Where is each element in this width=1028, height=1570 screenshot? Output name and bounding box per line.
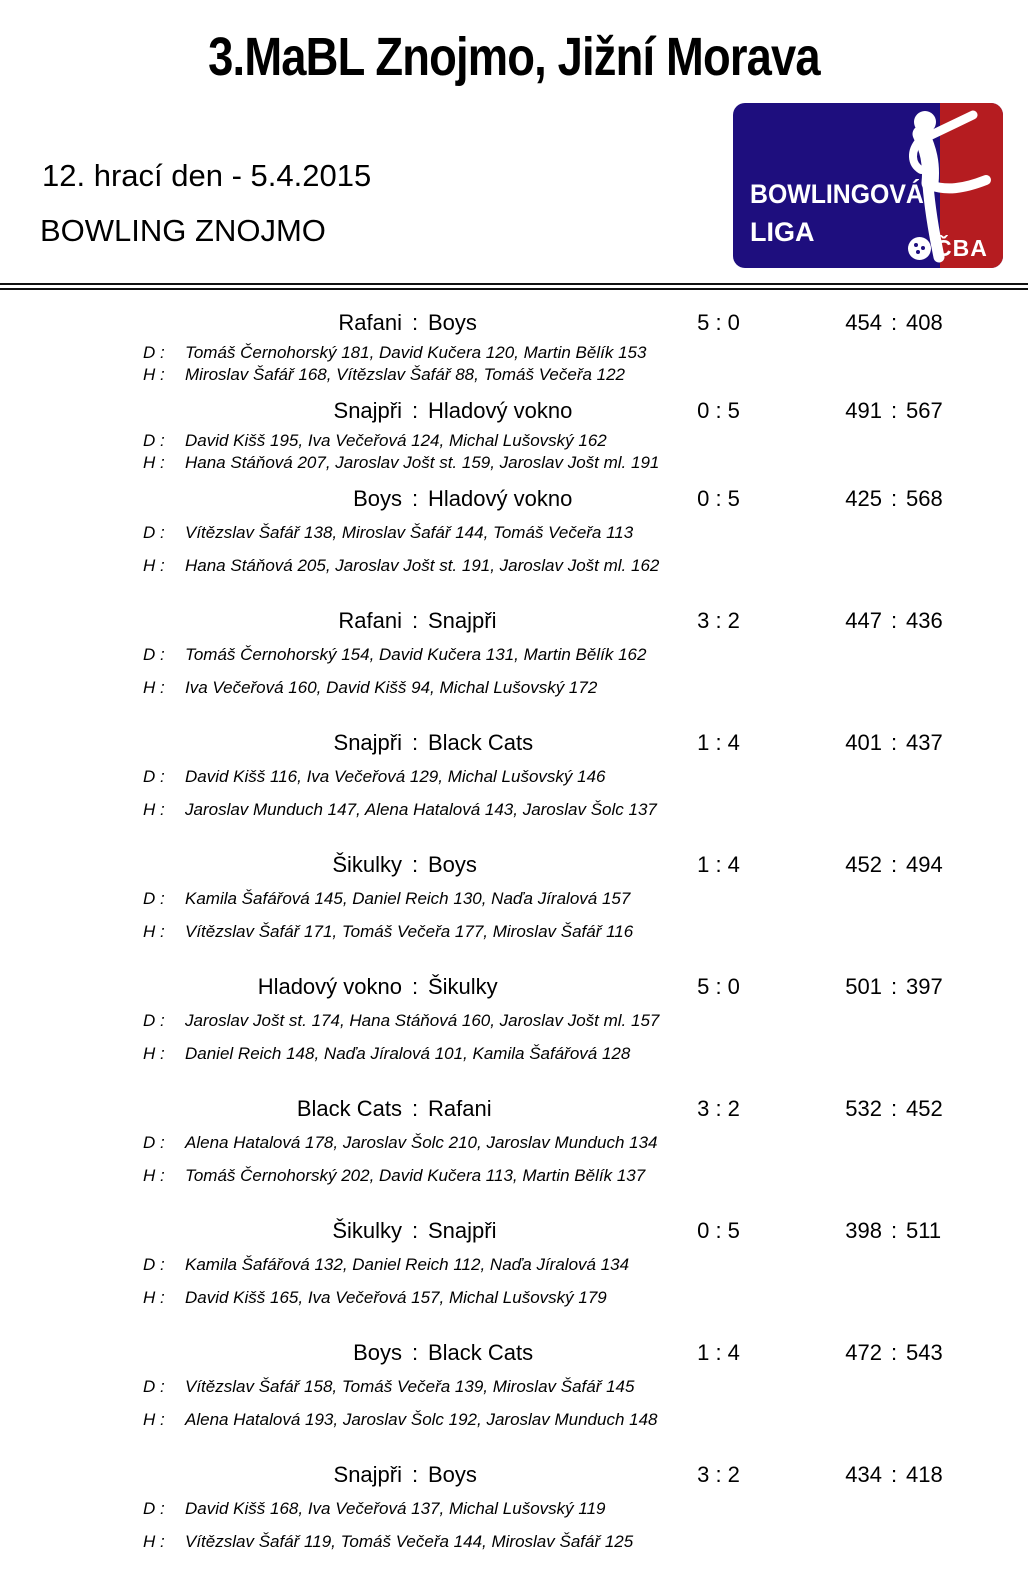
home-pins-total: 454 xyxy=(845,310,882,335)
teams-colon: : xyxy=(411,608,419,633)
pins-colon: : xyxy=(890,486,898,511)
away-team-name: Boys xyxy=(428,310,477,335)
away-team-name: Boys xyxy=(428,1462,477,1487)
home-players-line: Jaroslav Jošt st. 174, Hana Stáňová 160, Jaroslav Jošt ml. 157 xyxy=(185,1011,660,1030)
home-players-row xyxy=(0,1255,1028,1274)
home-pins-total: 401 xyxy=(845,730,882,755)
away-players-row xyxy=(0,800,1028,819)
home-team-name: Hladový vokno xyxy=(257,974,402,999)
home-players-line: David Kišš 168, Iva Večeřová 137, Michal Lušovský 119 xyxy=(185,1499,606,1518)
away-players-line: Hana Stáňová 205, Jaroslav Jošt st. 191, Jaroslav Jošt ml. 162 xyxy=(185,556,660,575)
away-row-label: H : xyxy=(143,1532,165,1551)
match-header-row xyxy=(0,398,1028,424)
home-players-row xyxy=(0,431,1028,450)
home-pins-total: 398 xyxy=(845,1218,882,1243)
teams-colon: : xyxy=(411,730,419,755)
away-players-line: David Kišš 165, Iva Večeřová 157, Michal Lušovský 179 xyxy=(185,1288,607,1307)
match-points-score: 1 : 4 xyxy=(697,730,740,755)
match-header-row xyxy=(0,1340,1028,1366)
home-players-line: David Kišš 116, Iva Večeřová 129, Michal Lušovský 146 xyxy=(185,767,606,786)
away-players-row xyxy=(0,1410,1028,1429)
home-players-row xyxy=(0,1499,1028,1518)
away-team-name: Black Cats xyxy=(428,1340,534,1365)
home-players-row xyxy=(0,1377,1028,1396)
home-team-name: Black Cats xyxy=(296,1096,402,1121)
match-header-row xyxy=(0,1096,1028,1122)
home-row-label: D : xyxy=(143,645,165,664)
away-pins-total: 567 xyxy=(906,398,943,423)
match-result xyxy=(0,608,1028,697)
away-pins-total: 418 xyxy=(906,1462,943,1487)
match-results-list xyxy=(0,292,1028,1551)
pins-colon: : xyxy=(890,608,898,633)
home-team-name: Šikulky xyxy=(332,852,402,877)
match-header-row xyxy=(0,974,1028,1000)
away-team-name: Šikulky xyxy=(428,974,498,999)
away-pins-total: 452 xyxy=(906,1096,943,1121)
away-pins-total: 543 xyxy=(906,1340,943,1365)
away-pins-total: 408 xyxy=(906,310,943,335)
teams-colon: : xyxy=(411,1218,419,1243)
away-players-line: Alena Hatalová 193, Jaroslav Šolc 192, Jaroslav Munduch 148 xyxy=(185,1410,658,1429)
home-players-line: David Kišš 195, Iva Večeřová 124, Michal Lušovský 162 xyxy=(185,431,607,450)
away-players-row xyxy=(0,1044,1028,1063)
matchday-text: 12. hrací den - 5.4.2015 xyxy=(42,158,372,193)
pins-colon: : xyxy=(890,852,898,877)
away-row-label: H : xyxy=(143,1044,165,1063)
away-pins-total: 397 xyxy=(906,974,943,999)
match-header-row xyxy=(0,852,1028,878)
away-team-name: Snajpři xyxy=(428,608,497,633)
pins-colon: : xyxy=(890,398,898,423)
match-result xyxy=(0,1218,1028,1307)
match-header-row xyxy=(0,1218,1028,1244)
home-row-label: D : xyxy=(143,767,165,786)
away-row-label: H : xyxy=(143,678,165,697)
sheet-header xyxy=(0,0,1028,292)
home-row-label: D : xyxy=(143,1377,165,1396)
match-result xyxy=(0,1340,1028,1429)
away-players-line: Daniel Reich 148, Naďa Jíralová 101, Kamila Šafářová 128 xyxy=(185,1044,631,1063)
away-pins-total: 437 xyxy=(906,730,943,755)
away-players-row xyxy=(0,1532,1028,1551)
away-pins-total: 568 xyxy=(906,486,943,511)
match-result xyxy=(0,852,1028,941)
match-result xyxy=(0,1462,1028,1551)
home-team-name: Rafani xyxy=(338,310,402,335)
home-row-label: D : xyxy=(143,1499,165,1518)
bowling-ball-icon xyxy=(908,237,931,260)
home-players-row xyxy=(0,343,1028,362)
away-row-label: H : xyxy=(143,1288,165,1307)
match-points-score: 3 : 2 xyxy=(697,1462,740,1487)
away-team-name: Rafani xyxy=(428,1096,492,1121)
home-players-line: Tomáš Černohorský 181, David Kučera 120, Martin Bělík 153 xyxy=(185,343,647,362)
cba-badge xyxy=(908,235,988,262)
home-team-name: Snajpři xyxy=(333,398,402,423)
home-row-label: D : xyxy=(143,523,165,542)
home-row-label: D : xyxy=(143,1255,165,1274)
home-players-row xyxy=(0,523,1028,542)
home-row-label: D : xyxy=(143,889,165,908)
match-points-score: 3 : 2 xyxy=(697,1096,740,1121)
away-row-label: H : xyxy=(143,800,165,819)
match-points-score: 1 : 4 xyxy=(697,1340,740,1365)
away-row-label: H : xyxy=(143,556,165,575)
home-team-name: Boys xyxy=(353,1340,402,1365)
header-divider xyxy=(0,283,1028,290)
home-players-row xyxy=(0,889,1028,908)
match-header-row xyxy=(0,1462,1028,1488)
pins-colon: : xyxy=(890,1340,898,1365)
match-result xyxy=(0,974,1028,1063)
home-pins-total: 452 xyxy=(845,852,882,877)
away-row-label: H : xyxy=(143,365,165,384)
home-players-line: Alena Hatalová 178, Jaroslav Šolc 210, Jaroslav Munduch 134 xyxy=(185,1133,658,1152)
match-header-row xyxy=(0,486,1028,512)
away-players-row xyxy=(0,453,1028,472)
match-points-score: 0 : 5 xyxy=(697,398,740,423)
away-players-line: Vítězslav Šafář 119, Tomáš Večeřa 144, Miroslav Šafář 125 xyxy=(185,1532,634,1551)
match-points-score: 5 : 0 xyxy=(697,974,740,999)
teams-colon: : xyxy=(411,310,419,335)
league-logo xyxy=(733,103,1003,268)
home-players-row xyxy=(0,1011,1028,1030)
away-players-row xyxy=(0,556,1028,575)
away-players-line: Vítězslav Šafář 171, Tomáš Večeřa 177, Miroslav Šafář 116 xyxy=(185,922,634,941)
match-points-score: 1 : 4 xyxy=(697,852,740,877)
home-team-name: Rafani xyxy=(338,608,402,633)
pins-colon: : xyxy=(890,1096,898,1121)
away-team-name: Hladový vokno xyxy=(428,398,573,423)
away-row-label: H : xyxy=(143,1410,165,1429)
home-row-label: D : xyxy=(143,1011,165,1030)
away-row-label: H : xyxy=(143,1166,165,1185)
away-players-row xyxy=(0,678,1028,697)
home-team-name: Šikulky xyxy=(332,1218,402,1243)
away-pins-total: 511 xyxy=(906,1218,942,1243)
away-players-line: Iva Večeřová 160, David Kišš 94, Michal Lušovský 172 xyxy=(185,678,598,697)
match-result xyxy=(0,310,1028,384)
home-pins-total: 491 xyxy=(845,398,882,423)
pins-colon: : xyxy=(890,1218,898,1243)
home-players-row xyxy=(0,1133,1028,1152)
home-players-row xyxy=(0,645,1028,664)
home-row-label: D : xyxy=(143,1133,165,1152)
match-header-row xyxy=(0,730,1028,756)
home-pins-total: 425 xyxy=(845,486,882,511)
away-row-label: H : xyxy=(143,922,165,941)
home-row-label: D : xyxy=(143,431,165,450)
away-players-line: Hana Stáňová 207, Jaroslav Jošt st. 159, Jaroslav Jošt ml. 191 xyxy=(185,453,660,472)
teams-colon: : xyxy=(411,1340,419,1365)
away-team-name: Hladový vokno xyxy=(428,486,573,511)
away-pins-total: 494 xyxy=(906,852,943,877)
home-row-label: D : xyxy=(143,343,165,362)
teams-colon: : xyxy=(411,1462,419,1487)
pins-colon: : xyxy=(890,730,898,755)
home-players-line: Kamila Šafářová 145, Daniel Reich 130, Naďa Jíralová 157 xyxy=(185,889,631,908)
away-players-line: Tomáš Černohorský 202, David Kučera 113, Martin Bělík 137 xyxy=(185,1166,646,1185)
home-pins-total: 532 xyxy=(845,1096,882,1121)
home-players-line: Kamila Šafářová 132, Daniel Reich 112, Naďa Jíralová 134 xyxy=(185,1255,630,1274)
home-pins-total: 501 xyxy=(845,974,882,999)
home-players-line: Vítězslav Šafář 158, Tomáš Večeřa 139, Miroslav Šafář 145 xyxy=(185,1377,635,1396)
teams-colon: : xyxy=(411,974,419,999)
match-points-score: 5 : 0 xyxy=(697,310,740,335)
home-players-line: Tomáš Černohorský 154, David Kučera 131, Martin Bělík 162 xyxy=(185,645,647,664)
away-players-row xyxy=(0,1166,1028,1185)
match-result xyxy=(0,398,1028,472)
home-players-line: Vítězslav Šafář 138, Miroslav Šafář 144, Tomáš Večeřa 113 xyxy=(185,523,634,542)
away-players-row xyxy=(0,1288,1028,1307)
home-team-name: Boys xyxy=(353,486,402,511)
teams-colon: : xyxy=(411,1096,419,1121)
match-result xyxy=(0,486,1028,575)
match-header-row xyxy=(0,608,1028,634)
pins-colon: : xyxy=(890,1462,898,1487)
match-result xyxy=(0,1096,1028,1185)
logo-wordmark-line2: LIGA xyxy=(750,217,815,247)
home-team-name: Snajpři xyxy=(333,730,402,755)
home-pins-total: 447 xyxy=(845,608,882,633)
away-team-name: Boys xyxy=(428,852,477,877)
teams-colon: : xyxy=(411,486,419,511)
cba-badge-label: ČBA xyxy=(935,235,988,261)
home-players-row xyxy=(0,767,1028,786)
match-result xyxy=(0,730,1028,819)
away-players-row xyxy=(0,922,1028,941)
away-row-label: H : xyxy=(143,453,165,472)
pins-colon: : xyxy=(890,310,898,335)
page-title: 3.MaBL Znojmo, Jižní Morava xyxy=(208,27,820,87)
away-players-line: Miroslav Šafář 168, Vítězslav Šafář 88, Tomáš Večeřa 122 xyxy=(185,365,626,384)
match-header-row xyxy=(0,310,1028,336)
pins-colon: : xyxy=(890,974,898,999)
away-team-name: Black Cats xyxy=(428,730,534,755)
home-pins-total: 434 xyxy=(845,1462,882,1487)
match-points-score: 0 : 5 xyxy=(697,1218,740,1243)
away-players-row xyxy=(0,365,1028,384)
home-team-name: Snajpři xyxy=(333,1462,402,1487)
teams-colon: : xyxy=(411,398,419,423)
away-pins-total: 436 xyxy=(906,608,943,633)
match-points-score: 0 : 5 xyxy=(697,486,740,511)
logo-wordmark-line1: BOWLINGOVÁ xyxy=(750,179,924,209)
away-team-name: Snajpři xyxy=(428,1218,497,1243)
match-points-score: 3 : 2 xyxy=(697,608,740,633)
home-pins-total: 472 xyxy=(845,1340,882,1365)
venue-text: BOWLING ZNOJMO xyxy=(40,213,326,248)
teams-colon: : xyxy=(411,852,419,877)
away-players-line: Jaroslav Munduch 147, Alena Hatalová 143, Jaroslav Šolc 137 xyxy=(185,800,657,819)
